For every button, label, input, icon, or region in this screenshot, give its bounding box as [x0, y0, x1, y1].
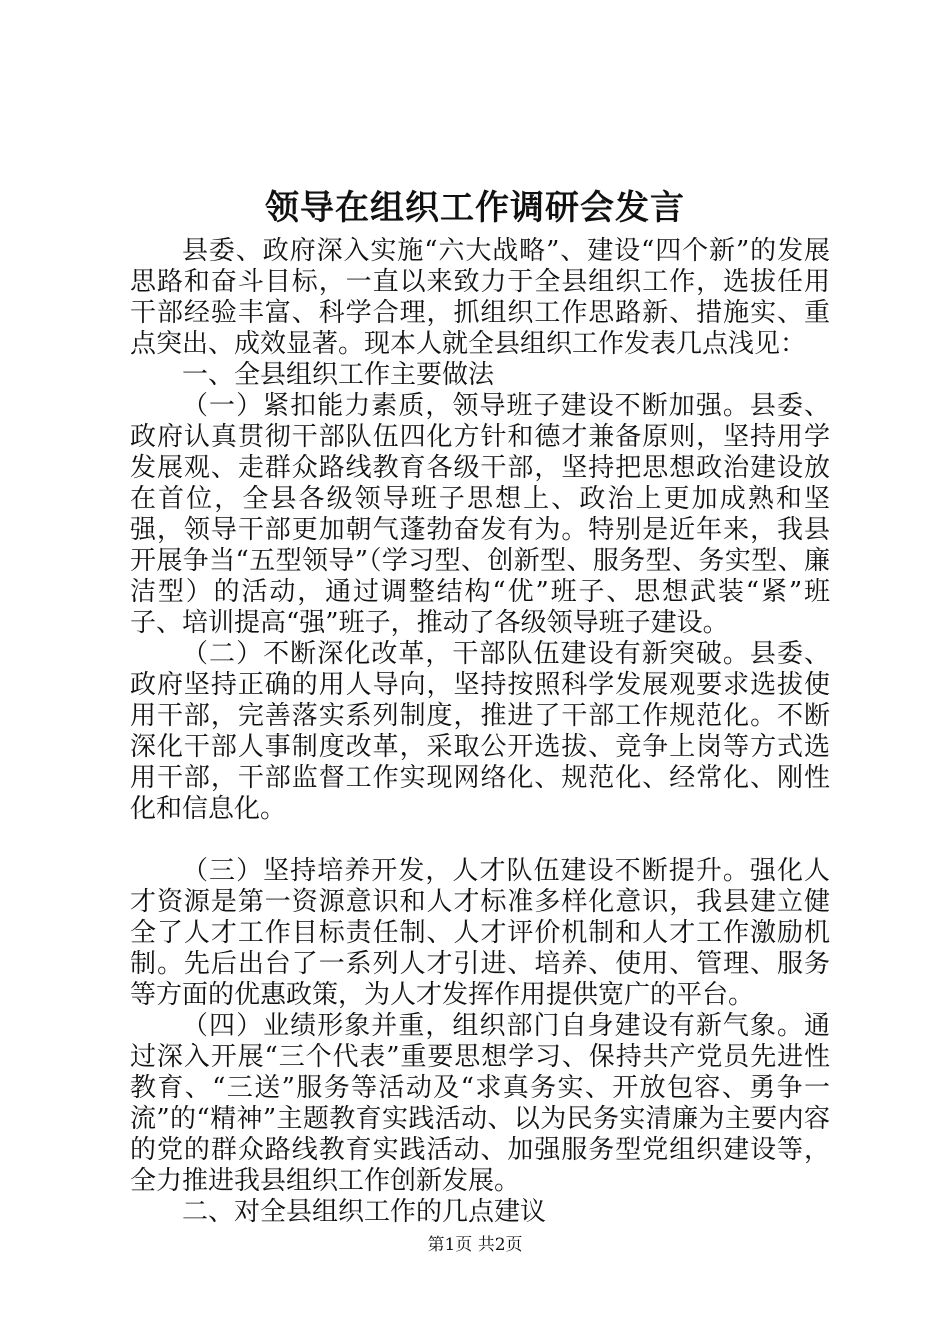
document-title: 领导在组织工作调研会发言: [265, 188, 685, 228]
paragraph-item-3: （三）坚持培养开发，人才队伍建设不断提升。强化人才资源是第一资源意识和人才标准多样化意识，我县建立健全了人才工作目标责任制、人才评价机制和人才工作激励机制。先后出台了一系列人才引进、培养、使用、管理、服务等方面的优惠政策，为人才发挥作用提供宽广的平台。: [130, 856, 830, 1010]
section-heading-2: 二、对全县组织工作的几点建议: [182, 1197, 547, 1227]
page-number-footer: 第1页 共2页: [427, 1235, 523, 1255]
paragraph-item-4: （四）业绩形象并重，组织部门自身建设有新气象。通过深入开展“三个代表”重要思想学习、保持共产党员先进性教育、“三送”服务等活动及“求真务实、开放包容、勇争一流”的“精神”主题教育实践活动、以为民务实清廉为主要内容的党的群众路线教育实践活动、加强服务型党组织建设等，全力推进我县组织工作创新发展。: [130, 1011, 830, 1196]
paragraph-item-2: （二）不断深化改革，干部队伍建设有新突破。县委、政府坚持正确的用人导向，坚持按照科学发展观要求选拔使用干部，完善落实系列制度，推进了干部工作规范化。不断深化干部人事制度改革，采取公开选拔、竞争上岗等方式选用干部，干部监督工作实现网络化、规范化、经常化、刚性化和信息化。: [130, 639, 830, 824]
section-heading-1: 一、全县组织工作主要做法: [182, 360, 495, 390]
paragraph-intro: 县委、政府深入实施“六大战略”、建设“四个新”的发展思路和奋斗目标，一直以来致力于全县组织工作，选拔任用干部经验丰富、科学合理，抓组织工作思路新、措施实、重点突出、成效显著。现本人就全县组织工作发表几点浅见：: [130, 236, 830, 359]
document-body: [130, 236, 830, 1228]
paragraph-item-1: （一）紧扣能力素质，领导班子建设不断加强。县委、政府认真贯彻干部队伍四化方针和德才兼备原则，坚持用学发展观、走群众路线教育各级干部，坚持把思想政治建设放在首位，全县各级领导班子思想上、政治上更加成熟和坚强，领导干部更加朝气蓬勃奋发有为。特别是近年来，我县开展争当“五型领导”（学习型、创新型、服务型、务实型、廉洁型）的活动，通过调整结构“优”班子、思想武装“紧”班子、培训提高“强”班子，推动了各级领导班子建设。: [130, 391, 830, 638]
